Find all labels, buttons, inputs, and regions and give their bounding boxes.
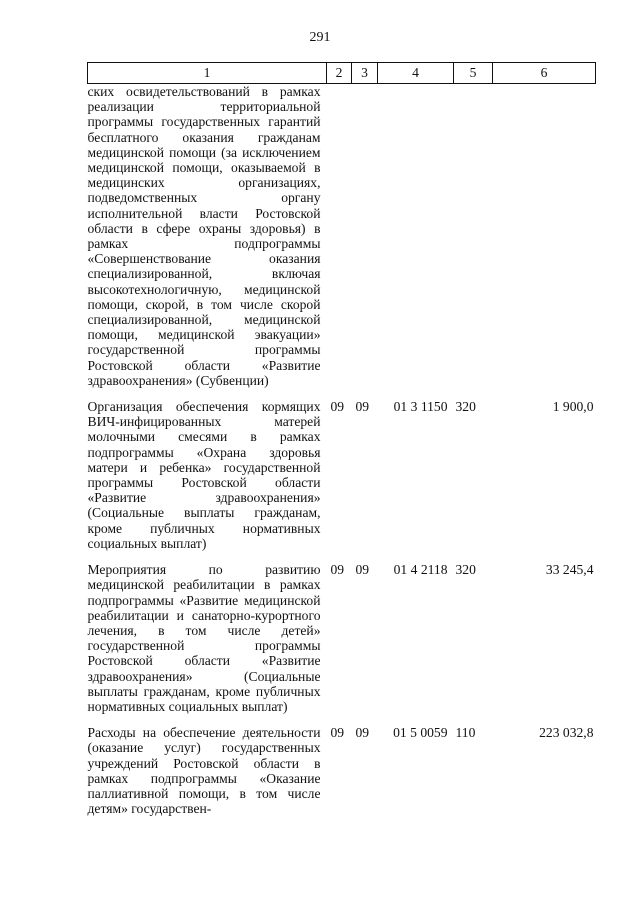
row-expense-type: 320 [455,562,476,578]
row-amount: 223 032,8 [539,725,594,741]
row-target-code: 01 4 2118 [393,562,448,578]
row-subsection [352,84,378,400]
row-section: 09 [330,399,345,415]
table-row [88,562,596,725]
table-row [88,725,596,816]
row-description: ских освидетельствований в рамках реализации территориальной программы государственных гарантий бесплатного оказания гражданам медицинской помощи (за исключением медицинской помощи, оказываемой в медицинских организациях, подведомственных органу исполнительной власти Ростовской области в сфере охраны здоровья) в рамках подпрограммы «Совершенствование оказания специализированной, включая высокотехнологичную, медицинской помощи, скорой, в том числе скорой специализированной, медицинской помощи, медицинской эвакуации» государственной программы Ростовской области «Развитие здравоохранения» (Субвенции) [87,84,321,388]
column-header-3: 3 [352,63,378,84]
budget-table [87,62,596,816]
row-amount: 33 245,4 [545,562,594,578]
row-subsection: 09 [355,562,370,578]
row-target-code [378,84,454,400]
row-expense-type: 320 [455,399,476,415]
row-description: Мероприятия по развитию медицинской реабилитации в рамках подпрограммы «Развитие медицинской реабилитации и санаторно-курортного лечения, в том числе детей» государственной программы Ростовской области «Развитие здравоохранения» (Социальные выплаты гражданам, кроме публичных нормативных социальных выплат) [87,562,321,714]
row-amount [493,84,596,400]
row-expense-type [454,84,493,400]
row-subsection: 09 [355,399,370,415]
page-number: 291 [309,30,331,45]
row-target-code: 01 3 1150 [393,399,448,415]
column-header-6: 6 [493,63,596,84]
row-expense-type: 110 [455,725,476,741]
row-description: Расходы на обеспечение деятельности (оказание услуг) государственных учреждений Ростовской области в рамках подпрограммы «Оказание паллиативной помощи, в том числе детям» государствен- [87,725,321,817]
row-section: 09 [330,725,345,741]
table-row [88,84,596,400]
column-header-1: 1 [88,63,327,84]
table-row [88,399,596,562]
row-subsection: 09 [355,725,370,741]
column-header-5: 5 [454,63,493,84]
row-section: 09 [330,562,345,578]
row-amount: 1 900,0 [552,399,594,415]
column-header-2: 2 [327,63,352,84]
column-header-4: 4 [378,63,454,84]
row-description: Организация обеспечения кормящих ВИЧ-инфицированных матерей молочными смесями в рамках подпрограммы «Охрана здоровья матери и ребенка» государственной программы Ростовской области «Развитие здравоохранения» (Социальные выплаты гражданам, кроме публичных нормативных социальных выплат) [87,399,321,551]
row-target-code: 01 5 0059 [393,725,448,741]
row-section [327,84,352,400]
table-header-row [88,63,596,84]
